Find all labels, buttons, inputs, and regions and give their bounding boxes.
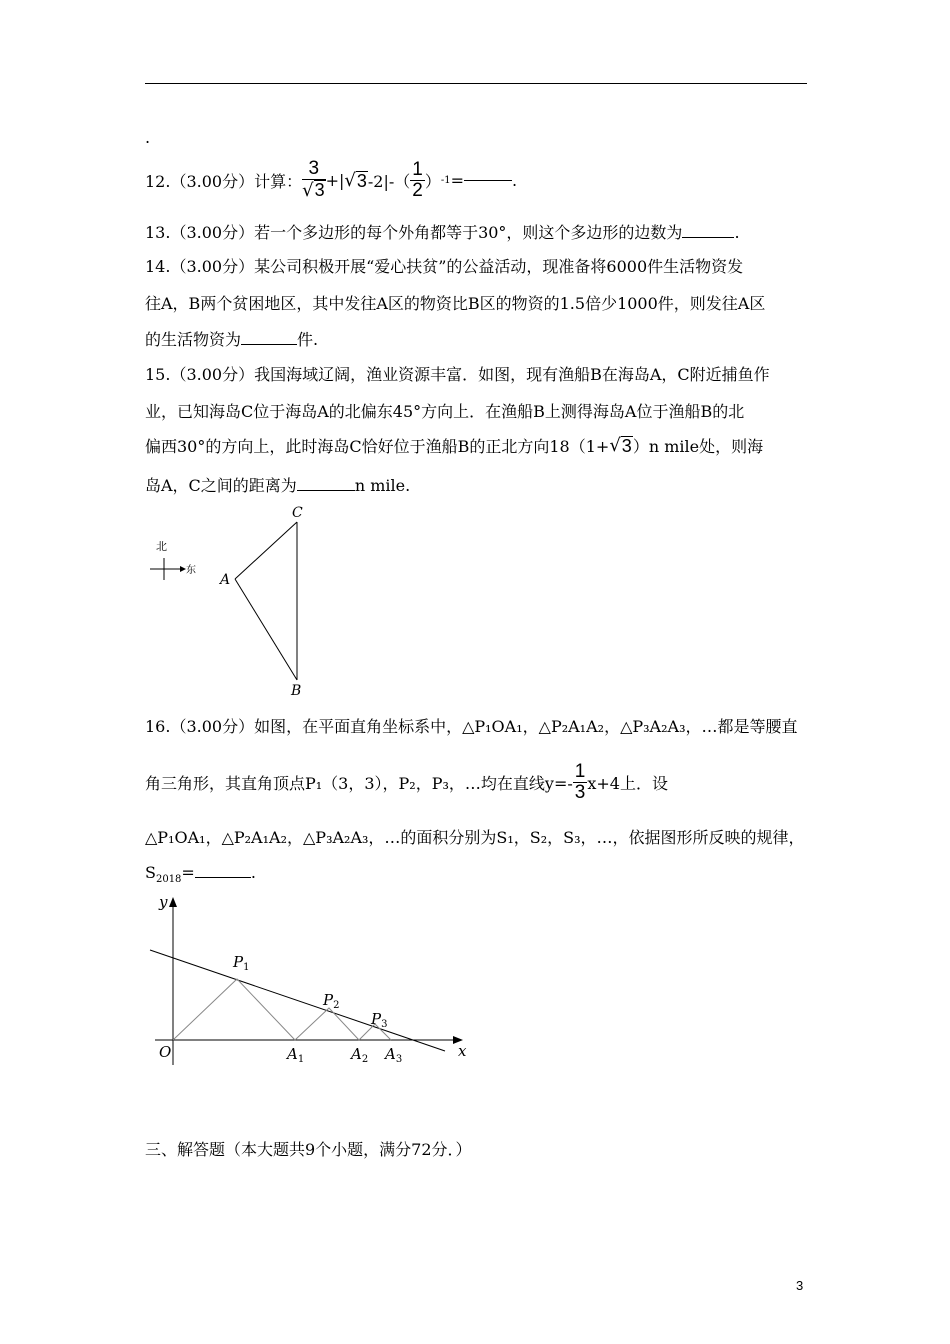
triangle-P1OA1 (173, 979, 295, 1040)
question-16-line-4: $S_{2018}=$ . (145, 863, 256, 886)
P3-label: $P_3$ (371, 1010, 388, 1030)
page-number: 3 (796, 1278, 804, 1293)
A2-label: $A_2$ (351, 1045, 369, 1065)
origin-label: O (159, 1043, 172, 1061)
x-label: x (458, 1042, 467, 1060)
question-16-line-3: △P₁OA₁，△P₂A₁A₂，△P₃A₂A₃，…的面积分别为S₁，S₂，S₃，…，依据图形所反映的规律， (145, 828, 805, 847)
island-diagram (140, 500, 320, 700)
answer-blank (464, 180, 512, 181)
question-15-line-4: 岛A，C之间的距离为 n mile. (145, 476, 411, 495)
question-14-line-3: 的生活物资为 件. (145, 330, 319, 349)
triangle-P2A1A2 (295, 1008, 359, 1040)
q16-fraction: $\frac{1}{3}$ (574, 760, 586, 803)
question-15-line-1: 15.（3.00分）我国海域辽阔，渔业资源丰富．如图，现有渔船B在海岛A，C附近捕鱼作 (145, 365, 770, 384)
sqrt-icon: √ (302, 180, 314, 201)
q12-half-fraction: $\frac{1}{2}$ (412, 158, 423, 201)
segment-AC (235, 522, 297, 579)
question-15-line-2: 业，已知海岛C位于海岛A的北偏东45°方向上．在渔船B上测得海岛A位于渔船B的北 (145, 402, 745, 421)
q12-prefix: 12.（3.00分）计算： (145, 171, 303, 191)
question-14-line-2: 往A，B两个贫困地区，其中发往A区的物资比B区的物资的1.5倍少1000件，则发往A区 (145, 294, 766, 313)
answer-blank (195, 877, 251, 878)
question-12: 12.（3.00分）计算： $\frac{3}{√3}$ +| √ 3 -2|-（ $\frac{1}{2}$ ） -1 = . (145, 158, 518, 201)
line-y (150, 950, 445, 1051)
point-B-label: B (291, 683, 302, 699)
y-label: y (159, 893, 168, 911)
answer-blank (682, 237, 734, 238)
north-label: 北 (156, 540, 167, 553)
A1-label: $A_1$ (287, 1045, 305, 1065)
question-16-line-1: 16.（3.00分）如图，在平面直角坐标系中，△P₁OA₁，△P₂A₁A₂，△P₃A₂A₃，…都是等腰直 (145, 717, 798, 736)
answer-blank (297, 490, 355, 491)
answer-blank (241, 344, 297, 345)
q12-fraction: $\frac{3}{√3}$ (302, 158, 325, 201)
sqrt-icon: √ (609, 434, 621, 456)
y-axis-arrow-icon (169, 897, 177, 907)
coordinate-diagram (145, 893, 485, 1078)
question-14-line-1: 14.（3.00分）某公司积极开展“爱心扶贫”的公益活动，现准备将6000件生活物资发 (145, 257, 744, 276)
P2-label: $P_2$ (323, 991, 340, 1011)
stray-dot: . (145, 128, 151, 147)
point-A-label: A (220, 572, 231, 588)
sqrt-icon: √ (344, 169, 356, 191)
point-C-label: C (292, 505, 303, 521)
segment-AB (235, 579, 297, 680)
section-heading: 三、解答题（本大题共9个小题，满分72分．） (145, 1140, 472, 1159)
question-16-line-2: 角三角形，其直角顶点P₁（3，3），P₂，P₃，…均在直线y=- $\frac{1}{3}$ x+4上．设 (145, 760, 668, 803)
question-13: 13.（3.00分）若一个多边形的每个外角都等于30°，则这个多边形的边数为 . (145, 223, 740, 242)
P1-label: $P_1$ (233, 953, 250, 973)
question-15-line-3: 偏西30°的方向上，此时海岛C恰好位于渔船B的正北方向18（1+ √ 3 ）n mile处，则海 (145, 434, 764, 456)
east-label: 东 (186, 565, 196, 576)
header-rule (145, 83, 807, 84)
A3-label: $A_3$ (385, 1045, 403, 1065)
